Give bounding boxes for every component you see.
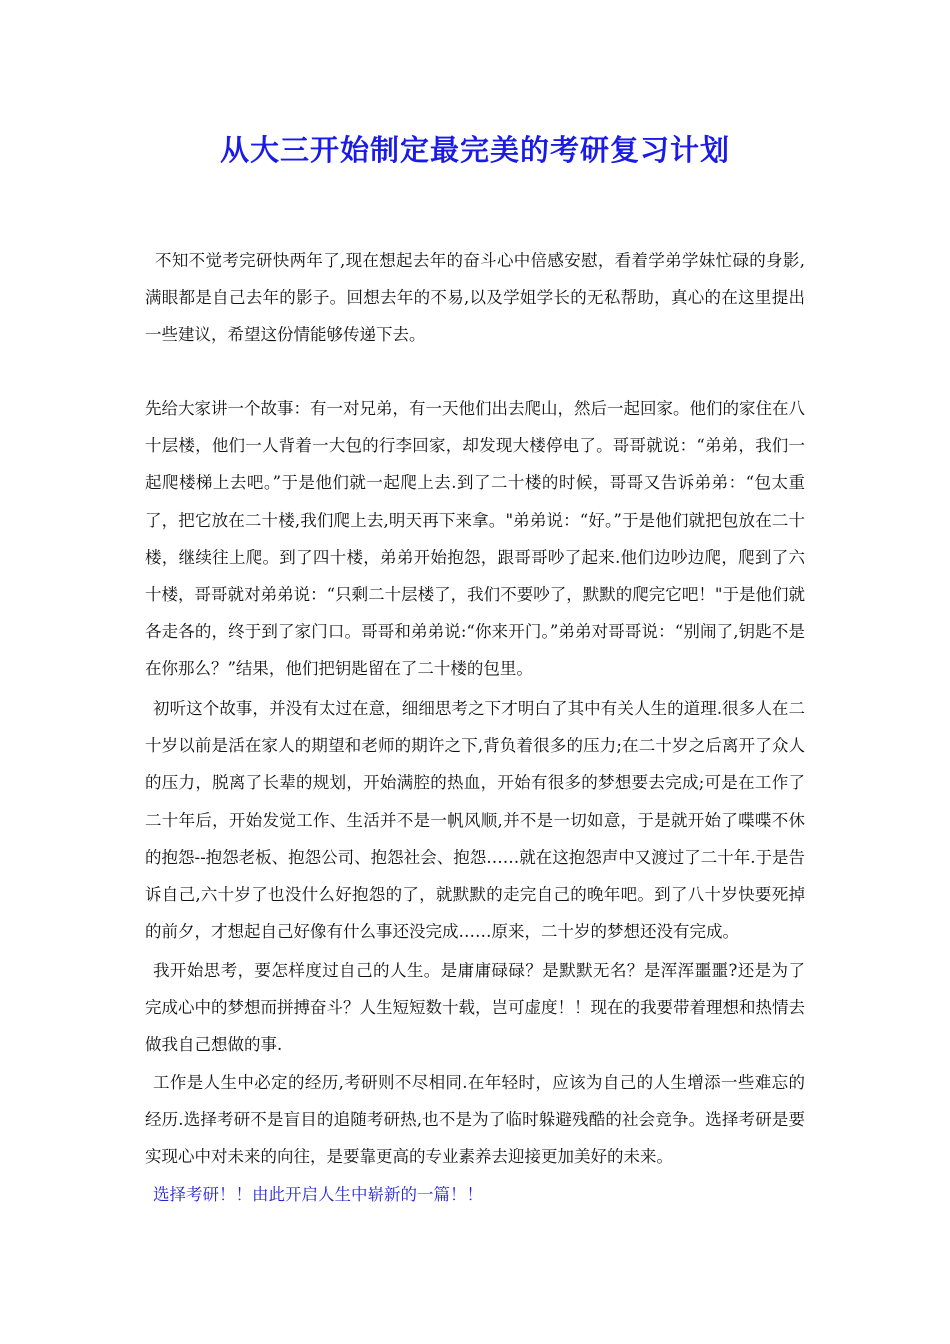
paragraph-choice: 工作是人生中必定的经历,考研则不尽相同.在年轻时，应该为自己的人生增添一些难忘的经历.选择考研不是盲目的追随考研热,也不是为了临时躲避残酷的社会竞争。选择考研是要实现心中对未来的向往，是要靠更高的专业素养去迎接更加美好的未来。 (145, 1073, 805, 1167)
paragraph-story: 先给大家讲一个故事：有一对兄弟，有一天他们出去爬山，然后一起回家。他们的家住在八十层楼，他们一人背着一大包的行李回家，却发现大楼停电了。哥哥就说：“弟弟，我们一起爬楼梯上去吧。”于是他们就一起爬上去.到了二十楼的时候，哥哥又告诉弟弟：“包太重了，把它放在二十楼,我们爬上去,明天再下来拿。"弟弟说：“好。”于是他们就把包放在二十楼，继续往上爬。到了四十楼，弟弟开始抱怨，跟哥哥吵了起来.他们边吵边爬，爬到了六十楼，哥哥就对弟弟说：“只剩二十层楼了，我们不要吵了，默默的爬完它吧！"于是他们就各走各的，终于到了家门口。哥哥和弟弟说:“你来开门。”弟弟对哥哥说：“别闹了,钥匙不是在你那么？”结果，他们把钥匙留在了二十楼的包里。 (145, 399, 805, 679)
paragraph-reflection: 初听这个故事，并没有太过在意，细细思考之下才明白了其中有关人生的道理.很多人在二十岁以前是活在家人的期望和老师的期许之下,背负着很多的压力;在二十岁之后离开了众人的压力，脱离了长辈的规划，开始满腔的热血，开始有很多的梦想要去完成;可是在工作了二十年后，开始发觉工作、生活并不是一帆风顺,并不是一切如意，于是就开始了喋喋不休的抱怨--抱怨老板、抱怨公司、抱怨社会、抱怨……就在这抱怨声中又渡过了二十年.于是告诉自己,六十岁了也没什么好抱怨的了，就默默的走完自己的晚年吧。到了八十岁快要死掉的前夕，才想起自己好像有什么事还没完成……原来，二十岁的梦想还没有完成。 (145, 699, 805, 942)
paragraph-thinking: 我开始思考，要怎样度过自己的人生。是庸庸碌碌？是默默无名？是浑浑噩噩?还是为了完成心中的梦想而拼搏奋斗？人生短短数十载，岂可虚度！！现在的我要带着理想和热情去做我自己想做的事. (145, 961, 805, 1055)
closing-line: 选择考研！！由此开启人生中崭新的一篇！！ (153, 1185, 483, 1204)
document-title: 从大三开始制定最完美的考研复习计划 (219, 133, 730, 167)
paragraph-intro: 不知不觉考完研快两年了,现在想起去年的奋斗心中倍感安慰，看着学弟学妹忙碌的身影,满眼都是自己去年的影子。回想去年的不易,以及学姐学长的无私帮助，真心的在这里提出一些建议，希望这份情能够传递下去。 (145, 251, 805, 345)
